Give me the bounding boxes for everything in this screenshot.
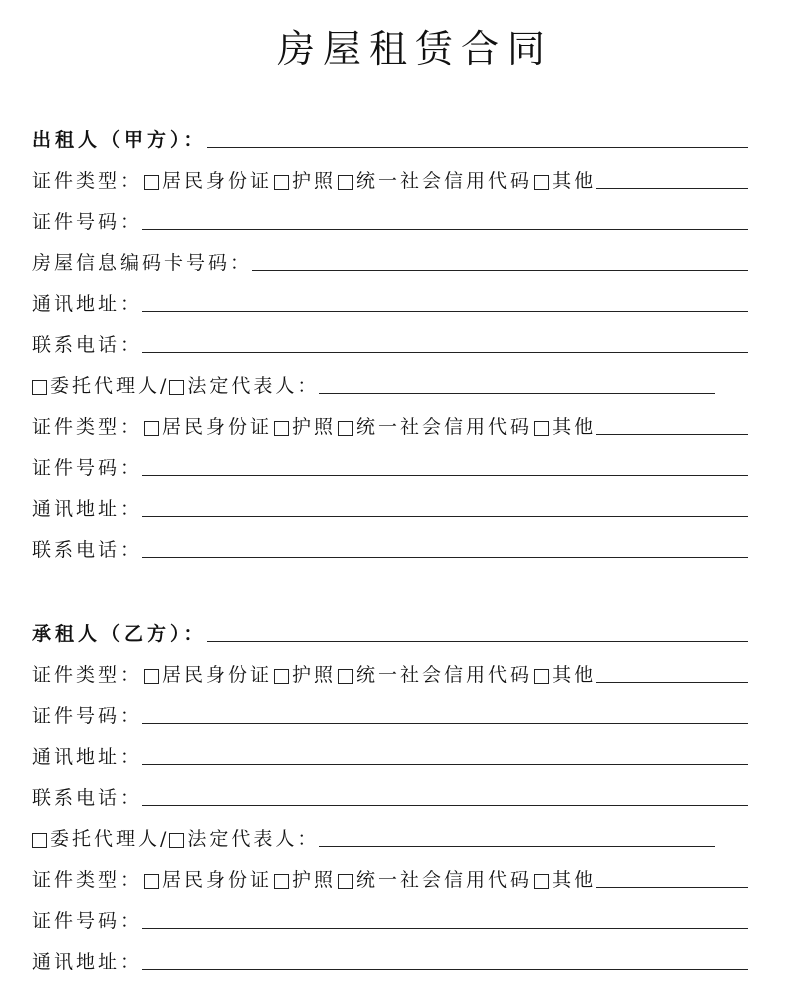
id-type-label: 证件类型： xyxy=(32,869,143,891)
id-type-label: 证件类型： xyxy=(32,664,143,686)
party-b-phone-row xyxy=(32,780,748,810)
checkbox-other[interactable] xyxy=(534,874,549,889)
checkbox-proxy[interactable] xyxy=(32,380,47,395)
checkbox-passport[interactable] xyxy=(274,669,289,684)
checkbox-credit-code[interactable] xyxy=(338,421,353,436)
id-type-label: 证件类型： xyxy=(32,170,143,192)
address-label: 通讯地址： xyxy=(32,293,143,315)
id-option-credit-code: 统一社会信用代码 xyxy=(336,169,532,193)
checkbox-legal-rep[interactable] xyxy=(169,380,184,395)
checkbox-resident-id[interactable] xyxy=(144,669,159,684)
party-b-agent-address-row xyxy=(32,944,748,974)
agent-name-field[interactable] xyxy=(319,826,715,847)
id-option-passport: 护照 xyxy=(272,868,336,892)
address-label: 通讯地址： xyxy=(32,746,143,768)
id-option-resident: 居民身份证 xyxy=(142,169,272,193)
phone-field[interactable] xyxy=(142,537,748,558)
party-a-heading: 出租人（甲方）： xyxy=(32,129,207,151)
id-number-label: 证件号码： xyxy=(32,211,143,233)
address-field[interactable] xyxy=(142,291,748,312)
phone-label: 联系电话： xyxy=(32,787,143,809)
agent-option-proxy: 委托代理人/ xyxy=(32,374,169,398)
id-option-other: 其他 xyxy=(532,415,596,439)
id-number-field[interactable] xyxy=(142,703,748,724)
party-b-id-type-row xyxy=(32,657,748,687)
checkbox-credit-code[interactable] xyxy=(338,175,353,190)
id-option-credit-code: 统一社会信用代码 xyxy=(336,868,532,892)
checkbox-resident-id[interactable] xyxy=(144,874,159,889)
party-a-agent-address-row xyxy=(32,491,748,521)
checkbox-other[interactable] xyxy=(534,175,549,190)
party-a-agent-row xyxy=(32,368,748,398)
party-a-row xyxy=(32,122,748,152)
checkbox-other[interactable] xyxy=(534,421,549,436)
address-label: 通讯地址： xyxy=(32,498,143,520)
id-option-other: 其他 xyxy=(532,169,596,193)
party-a-agent-id-number-row xyxy=(32,450,748,480)
id-number-label: 证件号码： xyxy=(32,457,143,479)
checkbox-credit-code[interactable] xyxy=(338,669,353,684)
agent-name-field[interactable] xyxy=(319,373,715,394)
house-code-field[interactable] xyxy=(252,250,748,271)
id-option-other: 其他 xyxy=(532,868,596,892)
address-field[interactable] xyxy=(142,496,748,517)
agent-option-legal-rep: 法定代表人： xyxy=(169,374,319,398)
house-code-row xyxy=(32,245,748,275)
checkbox-passport[interactable] xyxy=(274,874,289,889)
checkbox-other[interactable] xyxy=(534,669,549,684)
checkbox-passport[interactable] xyxy=(274,175,289,190)
checkbox-resident-id[interactable] xyxy=(144,421,159,436)
party-b-agent-id-type-row xyxy=(32,862,748,892)
phone-field[interactable] xyxy=(142,332,748,353)
address-label: 通讯地址： xyxy=(32,951,143,973)
id-option-passport: 护照 xyxy=(272,415,336,439)
page-title: 房屋租赁合同 xyxy=(276,27,553,71)
id-other-field[interactable] xyxy=(596,168,748,189)
party-a-phone-row xyxy=(32,327,748,357)
checkbox-credit-code[interactable] xyxy=(338,874,353,889)
checkbox-proxy[interactable] xyxy=(32,833,47,848)
phone-label: 联系电话： xyxy=(32,334,143,356)
phone-field[interactable] xyxy=(142,785,748,806)
id-type-label: 证件类型： xyxy=(32,416,143,438)
party-b-name-field[interactable] xyxy=(207,621,748,642)
party-a-name-field[interactable] xyxy=(207,127,748,148)
id-number-field[interactable] xyxy=(142,455,748,476)
party-a-id-type-row xyxy=(32,163,748,193)
id-number-field[interactable] xyxy=(142,908,748,929)
party-b-id-number-row xyxy=(32,698,748,728)
id-option-passport: 护照 xyxy=(272,169,336,193)
house-code-label: 房屋信息编码卡号码： xyxy=(32,252,253,274)
party-b-agent-id-number-row xyxy=(32,903,748,933)
id-option-passport: 护照 xyxy=(272,663,336,687)
party-a-agent-id-type-row xyxy=(32,409,748,439)
id-option-resident: 居民身份证 xyxy=(142,415,272,439)
id-number-field[interactable] xyxy=(142,209,748,230)
checkbox-legal-rep[interactable] xyxy=(169,833,184,848)
id-other-field[interactable] xyxy=(596,662,748,683)
party-b-row xyxy=(32,616,748,646)
phone-label: 联系电话： xyxy=(32,539,143,561)
agent-option-legal-rep: 法定代表人： xyxy=(169,827,319,851)
id-option-credit-code: 统一社会信用代码 xyxy=(336,415,532,439)
id-option-resident: 居民身份证 xyxy=(142,868,272,892)
id-other-field[interactable] xyxy=(596,867,748,888)
id-number-label: 证件号码： xyxy=(32,705,143,727)
checkbox-passport[interactable] xyxy=(274,421,289,436)
party-a-id-number-row xyxy=(32,204,748,234)
address-field[interactable] xyxy=(142,744,748,765)
party-b-address-row xyxy=(32,739,748,769)
id-option-credit-code: 统一社会信用代码 xyxy=(336,663,532,687)
id-number-label: 证件号码： xyxy=(32,910,143,932)
party-a-address-row xyxy=(32,286,748,316)
checkbox-resident-id[interactable] xyxy=(144,175,159,190)
party-a-agent-phone-row xyxy=(32,532,748,562)
party-b-heading: 承租人（乙方）： xyxy=(32,623,207,645)
agent-option-proxy: 委托代理人/ xyxy=(32,827,169,851)
id-other-field[interactable] xyxy=(596,414,748,435)
id-option-resident: 居民身份证 xyxy=(142,663,272,687)
party-b-agent-row xyxy=(32,821,748,851)
address-field[interactable] xyxy=(142,949,748,970)
id-option-other: 其他 xyxy=(532,663,596,687)
